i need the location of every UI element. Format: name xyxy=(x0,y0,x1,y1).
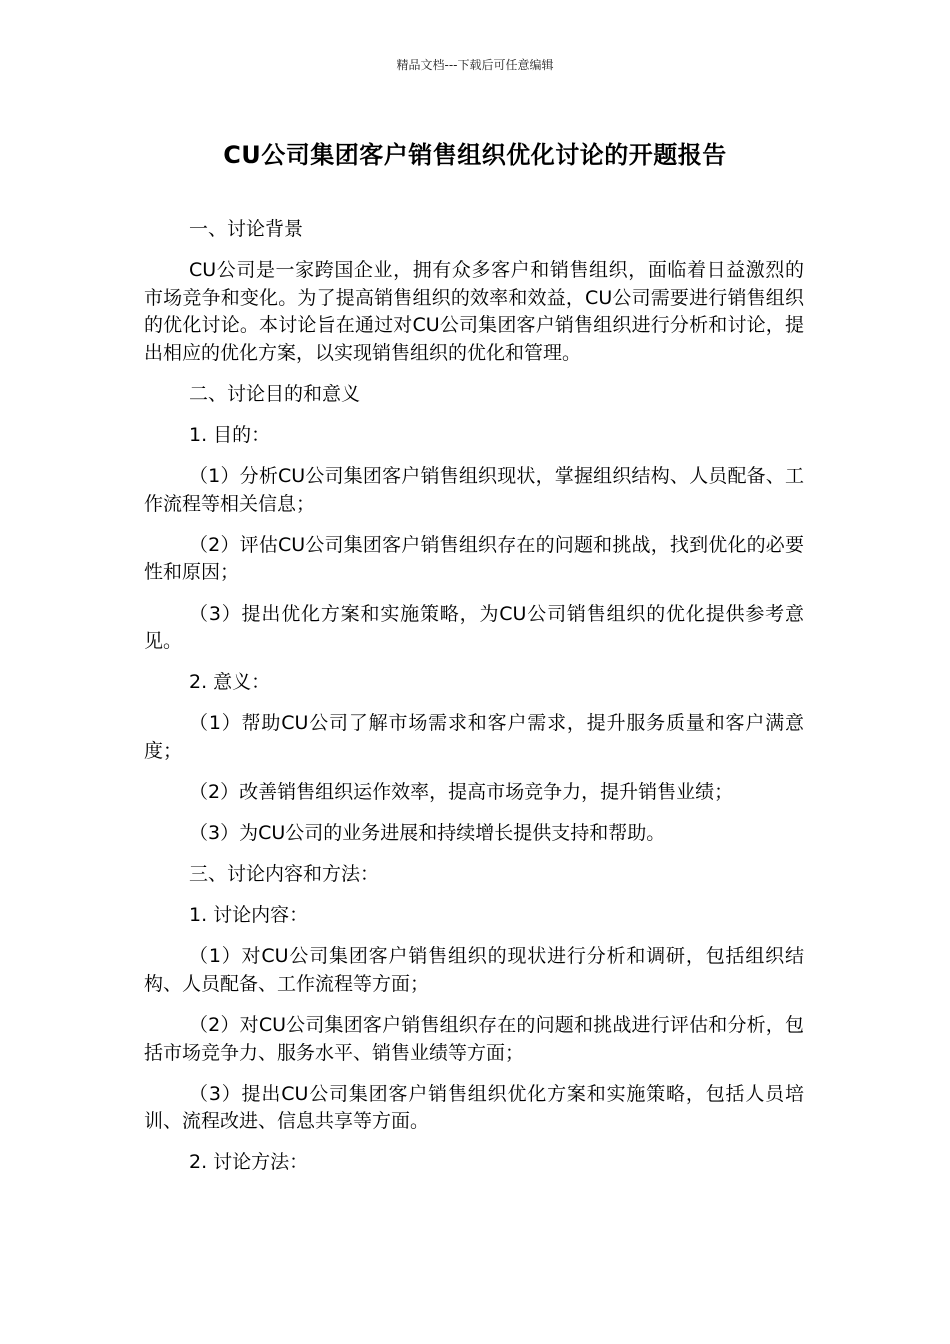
section-heading-purpose: 二、讨论目的和意义 xyxy=(189,382,361,405)
list-item: （2）对CU公司集团客户销售组织存在的问题和挑战进行评估和分析，包括市场竞争力、服务水平、销售业绩等方面； xyxy=(144,1014,804,1064)
subheading-purpose: 1. 目的： xyxy=(189,424,271,447)
subheading-method: 2. 讨论方法： xyxy=(189,1151,309,1174)
list-item: （3）为CU公司的业务进展和持续增长提供支持和帮助。 xyxy=(189,822,666,845)
list-item: （1）帮助CU公司了解市场需求和客户需求，提升服务质量和客户满意度； xyxy=(144,712,804,762)
subheading-significance: 2. 意义： xyxy=(189,671,271,694)
subheading-content: 1. 讨论内容： xyxy=(189,904,309,927)
list-item: （3）提出CU公司集团客户销售组织优化方案和实施策略，包括人员培训、流程改进、信息共享等方面。 xyxy=(144,1082,804,1133)
list-item: （2）改善销售组织运作效率，提高市场竞争力，提升销售业绩； xyxy=(189,781,734,803)
paragraph-background: CU公司是一家跨国企业，拥有众多客户和销售组织，面临着日益激烈的市场竞争和变化。为了提高销售组织的效率和效益，CU公司需要进行销售组织的优化讨论。本讨论旨在通过对CU公司集团客户销售组织进行分析和讨论，提出相应的优化方案，以实现销售组织的优化和管理。 xyxy=(144,259,804,364)
section-heading-content-method: 三、讨论内容和方法： xyxy=(189,863,380,886)
list-item: （1）对CU公司集团客户销售组织的现状进行分析和调研，包括组织结构、人员配备、工作流程等方面； xyxy=(144,945,804,995)
list-item: （1）分析CU公司集团客户销售组织现状，掌握组织结构、人员配备、工作流程等相关信息； xyxy=(144,465,804,515)
list-item: （3）提出优化方案和实施策略，为CU公司销售组织的优化提供参考意见。 xyxy=(144,602,804,653)
section-heading-background: 一、讨论背景 xyxy=(189,218,304,240)
document-body xyxy=(144,216,804,1191)
list-item: （2）评估CU公司集团客户销售组织存在的问题和挑战，找到优化的必要性和原因； xyxy=(144,533,804,584)
header-note: 精品文档---下载后可任意编辑 xyxy=(396,58,554,72)
document-title: CU公司集团客户销售组织优化讨论的开题报告 xyxy=(223,141,727,169)
